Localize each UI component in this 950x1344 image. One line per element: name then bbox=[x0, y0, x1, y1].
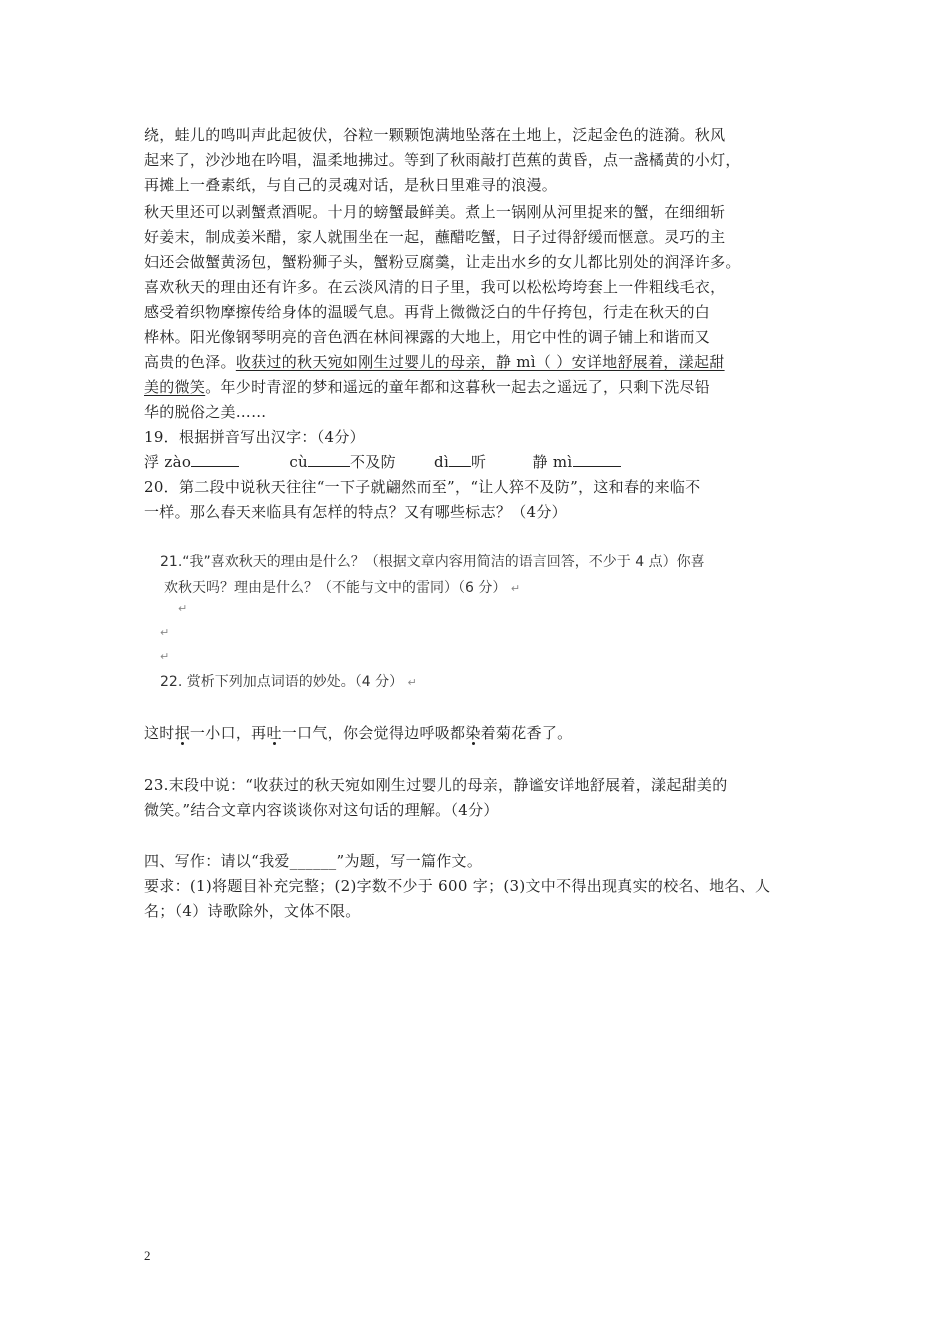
text-line: 要求：(1)将题目补充完整；(2)字数不少于 600 字；(3)文中不得出现真实的校名、地名、人 bbox=[144, 877, 771, 895]
text-line: 好姜末，制成姜米醋，家人就围坐在一起，蘸醋吃蟹，日子过得舒缓而惬意。灵巧的主 bbox=[144, 228, 726, 246]
question-22-title bbox=[160, 671, 417, 691]
text-line: 微笑。”结合文章内容谈谈你对这句话的理解。（4分） bbox=[144, 801, 499, 819]
page-number: 2 bbox=[144, 1248, 151, 1263]
answer-blank[interactable] bbox=[573, 450, 621, 467]
text-segment: 一小口，再 bbox=[189, 724, 267, 742]
text-segment: 一口气，你会觉得边呼吸都 bbox=[281, 724, 466, 742]
text-line: 妇还会做蟹黄汤包，蟹粉狮子头，蟹粉豆腐羹，让走出水乡的女儿都比别处的润泽许多。 bbox=[144, 253, 741, 271]
text-line bbox=[144, 375, 814, 400]
question-title: 19．根据拼音写出汉字：（4分） bbox=[144, 428, 365, 446]
text-line: 华的脱俗之美…… bbox=[144, 403, 267, 421]
question-22-text: 22. 赏析下列加点词语的妙处。（4 分） bbox=[160, 674, 404, 690]
text-line: 绕，蛙儿的鸣叫声此起彼伏，谷粒一颗颗饱满地坠落在土地上，泛起金色的涟漪。秋风 bbox=[144, 126, 726, 144]
dotted-word: 抿 bbox=[174, 724, 190, 742]
pinyin-item: 浮 zào bbox=[144, 453, 192, 471]
text-segment: 着菊花香了。 bbox=[480, 724, 573, 742]
text-line: 喜欢秋天的理由还有许多。在云淡风清的日子里，我可以松松垮垮套上一件粗线毛衣， bbox=[144, 278, 726, 296]
paragraph-autumn-harvest bbox=[144, 123, 814, 198]
text-segment: 高贵的色泽。 bbox=[144, 353, 236, 371]
dotted-word: 染 bbox=[465, 724, 481, 742]
writing-section bbox=[144, 849, 814, 924]
return-mark-icon: ↵ bbox=[510, 582, 521, 595]
question-21-line bbox=[164, 577, 520, 597]
text-line: 起来了，沙沙地在吟唱，温柔地拂过。等到了秋雨敲打芭蕉的黄昏，点一盏橘黄的小灯， bbox=[144, 151, 741, 169]
paragraph-crab bbox=[144, 200, 814, 275]
question-21-line: 21.“我”喜欢秋天的理由是什么？（根据文章内容用简洁的语言回答，不少于 4 点）你喜 bbox=[160, 554, 705, 570]
text-line: 20．第二段中说秋天往往“一下子就翩然而至”，“让人猝不及防”，这和春的来临不 bbox=[144, 478, 701, 496]
answer-blank[interactable] bbox=[449, 450, 471, 467]
question-19 bbox=[144, 425, 814, 475]
text-line: 秋天里还可以剥蟹煮酒呢。十月的螃蟹最鲜美。煮上一锅刚从河里捉来的蟹，在细细斩 bbox=[144, 203, 726, 221]
question-23 bbox=[144, 773, 814, 823]
paragraph-reasons bbox=[144, 275, 814, 425]
text-segment: 。年少时青涩的梦和遥远的童年都和这暮秋一起去之遥远了，只剩下洗尽铅 bbox=[205, 378, 711, 396]
pinyin-suffix: 听 bbox=[471, 453, 487, 471]
text-segment: 这时 bbox=[144, 724, 175, 742]
text-line: 23.末段中说：“收获过的秋天宛如刚生过婴儿的母亲，静谧安详地舒展着，漾起甜美的 bbox=[144, 776, 728, 794]
text-line: 一样。那么春天来临具有怎样的特点？又有哪些标志？（4分） bbox=[144, 503, 567, 521]
return-mark-icon: ↵ bbox=[160, 650, 170, 663]
dotted-word: 吐 bbox=[266, 724, 282, 742]
text-line: 感受着织物摩擦传给身体的温暖气息。再背上微微泛白的牛仔挎包，行走在秋天的白 bbox=[144, 303, 711, 321]
text-line bbox=[144, 721, 814, 746]
pinyin-suffix: 不及防 bbox=[349, 453, 396, 471]
text-line: 桦林。阳光像钢琴明亮的音色洒在林间裸露的大地上，用它中性的调子铺上和谐而又 bbox=[144, 328, 711, 346]
return-mark-icon: ↵ bbox=[160, 626, 170, 639]
pinyin-item: cù bbox=[289, 453, 308, 471]
return-mark-icon: ↵ bbox=[407, 676, 417, 689]
underlined-sentence: 美的微笑 bbox=[144, 378, 206, 396]
question-22-sentence bbox=[144, 721, 814, 746]
answer-blank[interactable] bbox=[308, 450, 350, 467]
pinyin-items bbox=[144, 450, 814, 475]
pinyin-item: dì bbox=[434, 453, 450, 471]
underlined-sentence: 收获过的秋天宛如刚生过婴儿的母亲，静 mì（ ）安详地舒展着，漾起甜 bbox=[235, 353, 725, 371]
question-21-text: 欢秋天吗？理由是什么？（不能与文中的雷同）（6 分） bbox=[164, 580, 507, 596]
pinyin-item: 静 mì bbox=[532, 453, 573, 471]
return-mark-icon: ↵ bbox=[178, 602, 188, 615]
text-line: 再摊上一叠素纸，与自己的灵魂对话，是秋日里难寻的浪漫。 bbox=[144, 176, 558, 194]
text-line: 名；（4）诗歌除外，文体不限。 bbox=[144, 902, 361, 920]
question-20 bbox=[144, 475, 814, 525]
text-line bbox=[144, 350, 814, 375]
answer-blank[interactable] bbox=[191, 450, 239, 467]
scanned-question-block bbox=[144, 545, 814, 695]
text-line: 四、写作：请以“我爱______”为题，写一篇作文。 bbox=[144, 852, 483, 870]
